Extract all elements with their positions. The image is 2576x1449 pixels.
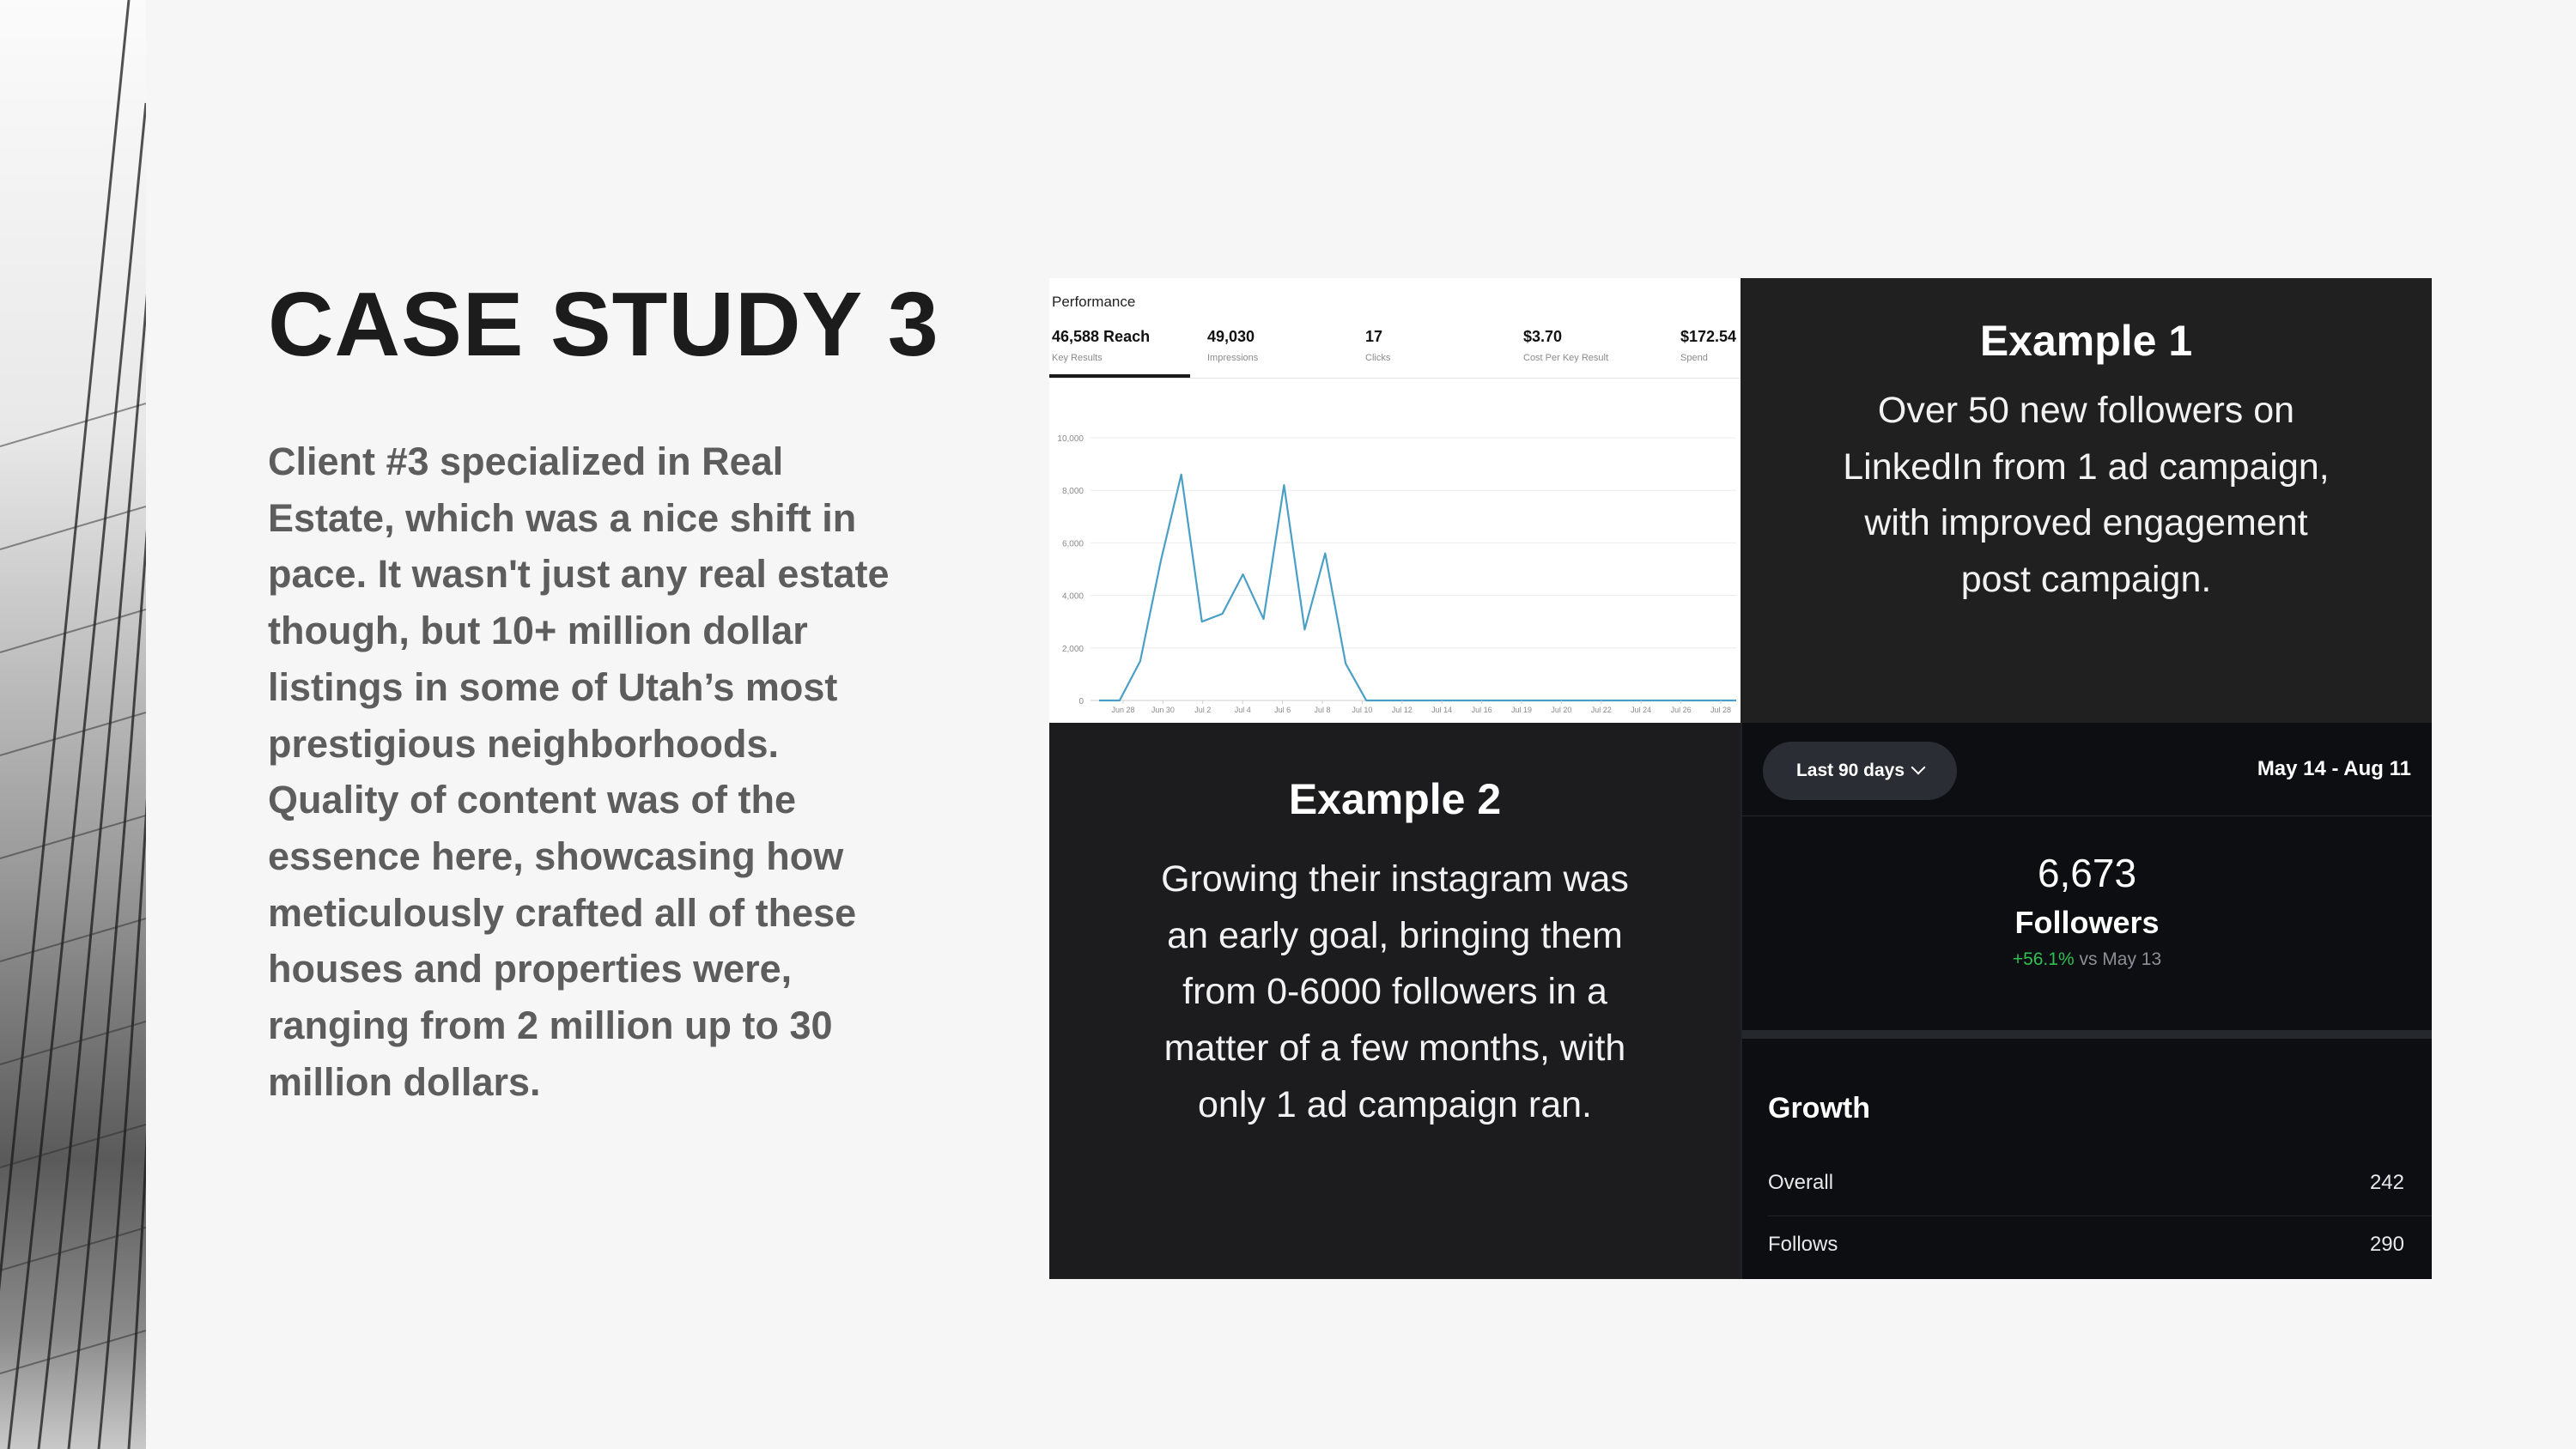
- followers-label: Followers: [2014, 905, 2160, 940]
- metric-label: Spend: [1680, 353, 1708, 363]
- chart-y-tick-label: 6,000: [1061, 539, 1084, 549]
- chart-x-tick-label: Jul 4: [1234, 706, 1251, 714]
- chart-y-tick-label: 4,000: [1061, 591, 1084, 602]
- growth-row-label: Follows: [1768, 1233, 1838, 1256]
- date-range-dropdown[interactable]: [1763, 742, 1957, 800]
- example-2-panel: [1049, 723, 1741, 1279]
- example-1-title: Example 1: [1979, 317, 2193, 365]
- metric-label: Impressions: [1207, 353, 1259, 363]
- chart-x-tick-label: Jul 2: [1194, 706, 1212, 714]
- chart-x-tick-label: Jul 20: [1551, 706, 1572, 714]
- chart-x-tick-label: Jul 8: [1314, 706, 1331, 714]
- chart-x-tick-label: Jul 26: [1670, 706, 1692, 714]
- chart-y-tick-label: 8,000: [1061, 487, 1084, 497]
- metric-value: 17: [1365, 328, 1383, 345]
- growth-title: Growth: [1768, 1092, 1870, 1125]
- chart-x-tick-label: Jul 19: [1510, 706, 1533, 714]
- chart-x-tick-label: Jul 24: [1631, 706, 1652, 714]
- chart-y-tick-label: 2,000: [1061, 644, 1084, 654]
- divider: [1742, 815, 2432, 816]
- chart-x-tick-label: Jun 28: [1111, 706, 1135, 714]
- growth-row-value: 290: [2369, 1233, 2404, 1256]
- building-facade-lines: [0, 0, 146, 1449]
- followers-change-suffix: vs May 13: [2079, 949, 2162, 969]
- followers-change-value: +56.1%: [2012, 949, 2075, 969]
- metric-value: $3.70: [1523, 328, 1563, 345]
- section-separator: [1742, 1030, 2432, 1039]
- followers-change: [1742, 949, 2432, 970]
- growth-row-overall[interactable]: [1768, 1171, 2404, 1195]
- chart-x-tick-label: Jul 22: [1590, 706, 1612, 714]
- chart-x-tick-label: Jul 10: [1352, 706, 1373, 714]
- followers-count: 6,673: [2037, 851, 2137, 895]
- chart-x-tick-label: Jul 28: [1710, 706, 1732, 714]
- metric-label: Key Results: [1052, 353, 1103, 363]
- performance-title: Performance: [1052, 294, 1136, 310]
- chart-x-tick-label: Jul 16: [1471, 706, 1492, 714]
- example-1-body: Over 50 new followers on LinkedIn from 1 ad campaign, with improved engagement post campaign.: [1843, 390, 2330, 601]
- example-1-panel: [1741, 278, 2432, 723]
- example-2-body: Growing their instagram was an early goal, bringing them from 0-6000 followers in a matter of a few months, with only 1 ad campaign ran.: [1161, 858, 1629, 1125]
- metric-label: Clicks: [1365, 353, 1391, 363]
- case-study-description: Client #3 specialized in Real Estate, which was a nice shift in pace. It wasn't just any real estate though, but 10+ million dollar listings in some of Utah’s most prestigious neighborhoods. Quality of content was of the essence here, showcasing how meticulously crafted all of these houses and properties were, ranging from 2 million up to 30 million dollars.: [268, 440, 890, 1104]
- chevron-down-icon: [1911, 761, 1926, 775]
- chart-x-tick-label: Jul 14: [1431, 706, 1453, 714]
- chart-y-tick-label: 10,000: [1057, 434, 1084, 444]
- chart-x-tick-label: Jun 30: [1151, 706, 1175, 714]
- chart-x-tick-label: Jul 12: [1391, 706, 1413, 714]
- building-photo: [0, 0, 146, 1449]
- examples-grid: [1049, 278, 2432, 1279]
- metric-label: Cost Per Key Result: [1523, 353, 1609, 363]
- metric-value: $172.54: [1680, 328, 1737, 345]
- growth-row-value: 242: [2369, 1171, 2404, 1194]
- slide-title: CASE STUDY 3: [268, 274, 939, 375]
- date-range-dropdown-label: Last 90 days: [1795, 761, 1905, 780]
- chart-series-line: [1099, 475, 1736, 700]
- example-2-title: Example 2: [1288, 775, 1502, 823]
- metric-value: 49,030: [1207, 328, 1255, 345]
- chart-x-tick-label: Jul 6: [1274, 706, 1291, 714]
- growth-row-label: Overall: [1768, 1171, 1834, 1194]
- metric-value: 46,588 Reach: [1052, 328, 1151, 345]
- chart-y-tick-label: 0: [1078, 697, 1084, 706]
- performance-panel: [1049, 278, 1741, 723]
- reach-line-chart: [1049, 278, 1741, 723]
- instagram-insights-panel: [1741, 723, 2432, 1279]
- date-range-text: May 14 - Aug 11: [2257, 757, 2411, 780]
- growth-row-follows[interactable]: [1768, 1233, 2404, 1257]
